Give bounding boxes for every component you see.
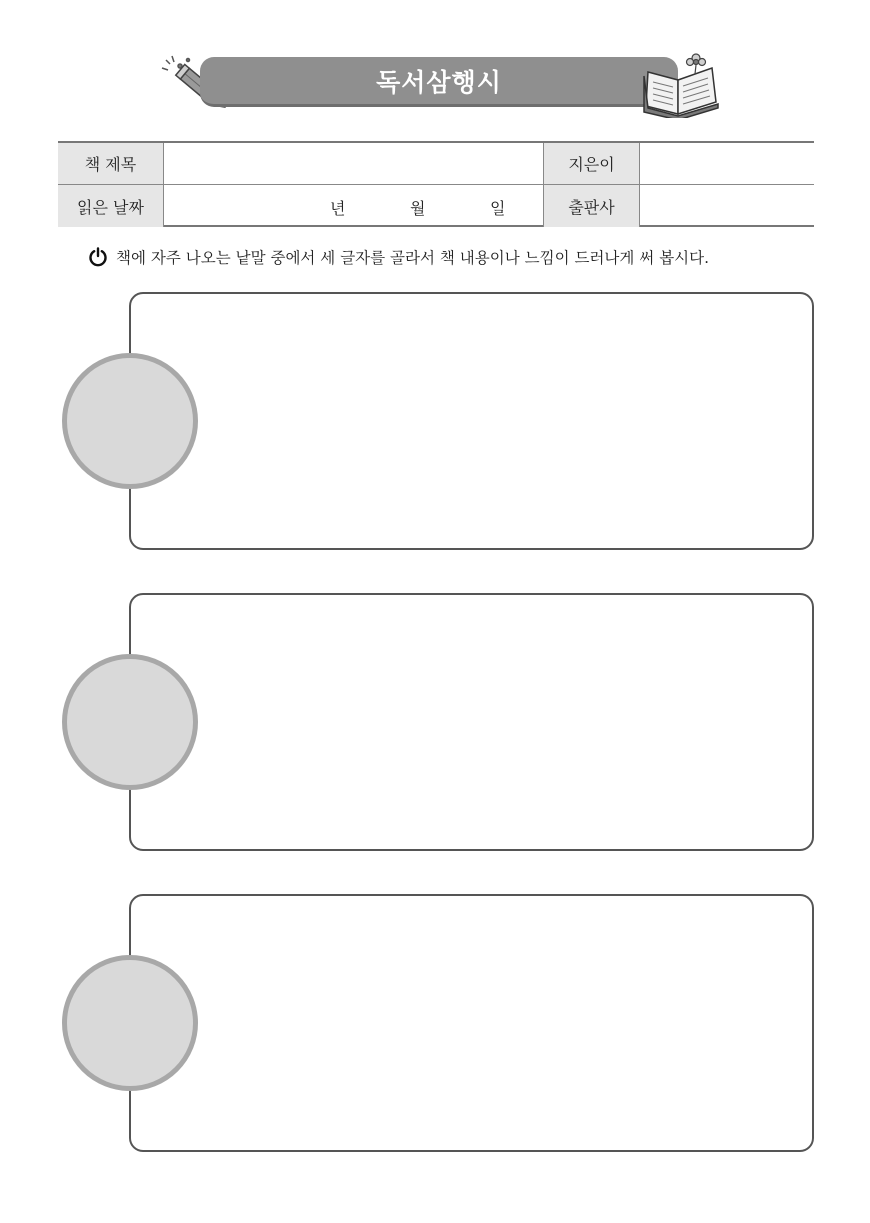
author-field[interactable] (640, 143, 814, 184)
table-row (58, 143, 814, 185)
table-row (58, 185, 814, 227)
poem-line-box-1[interactable] (129, 292, 814, 550)
letter-circle-3[interactable] (62, 955, 198, 1091)
power-icon (88, 247, 108, 267)
year-unit: 년 (330, 199, 346, 218)
read-date-label: 읽은 날짜 (58, 185, 164, 227)
read-date-field[interactable] (164, 185, 544, 227)
publisher-label: 출판사 (544, 185, 640, 227)
poem-line-box-2[interactable] (129, 593, 814, 851)
month-unit: 월 (410, 199, 426, 218)
day-unit: 일 (490, 199, 506, 218)
author-label: 지은이 (544, 143, 640, 184)
title-banner (200, 57, 678, 107)
letter-circle-2[interactable] (62, 654, 198, 790)
instruction-text: 책에 자주 나오는 낱말 중에서 세 글자를 골라서 책 내용이나 느낌이 드러나게 써 봅시다. (116, 249, 710, 267)
poem-line-box-3[interactable] (129, 894, 814, 1152)
publisher-field[interactable] (640, 185, 814, 227)
book-info-table (58, 141, 814, 227)
page-title: 독서삼행시 (376, 67, 502, 97)
book-title-label: 책 제목 (58, 143, 164, 184)
letter-circle-1[interactable] (62, 353, 198, 489)
book-title-field[interactable] (164, 143, 544, 184)
instruction (88, 245, 828, 269)
open-book-icon (640, 50, 720, 118)
